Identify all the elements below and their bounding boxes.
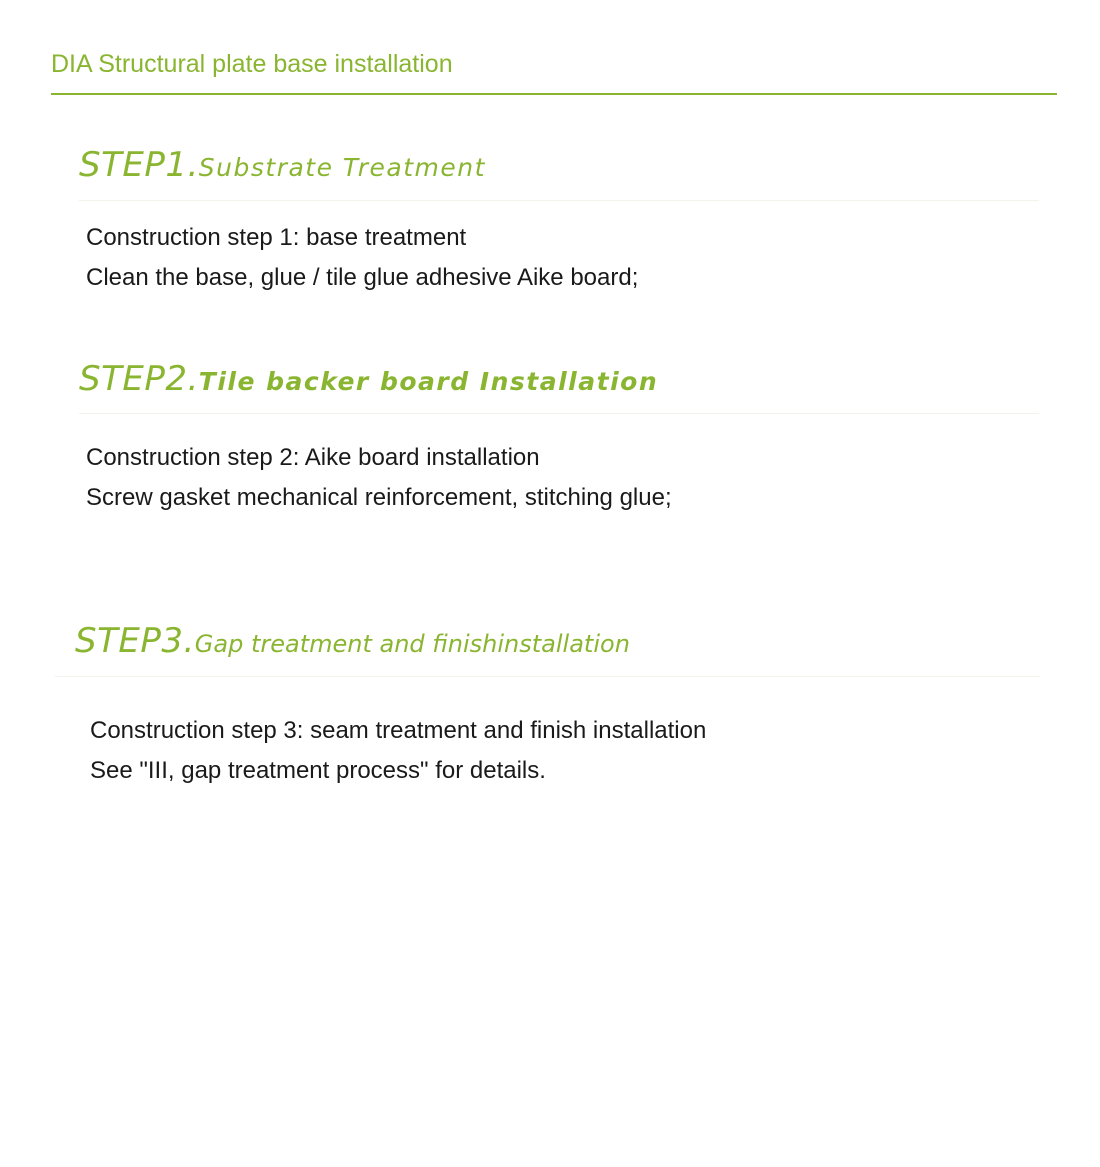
step-1-line-2: Clean the base, glue / tile glue adhesive Aike board; — [86, 264, 639, 291]
step-2-line-1: Construction step 2: Aike board installation — [86, 444, 540, 471]
step-3-body — [90, 711, 706, 791]
step-1-name: Substrate Treatment — [198, 153, 486, 182]
step-1-body — [86, 218, 638, 298]
step-3-line-1: Construction step 3: seam treatment and finish installation — [90, 717, 707, 744]
page-title: DIA Structural plate base installation — [51, 50, 453, 78]
step-2-body — [86, 438, 672, 518]
step-2-number: STEP2. — [79, 359, 199, 399]
step-3-heading-rule — [55, 676, 1040, 677]
step-3-name: Gap treatment and finishinstallation — [194, 630, 630, 658]
step-1-number: STEP1. — [79, 145, 199, 185]
step-2-heading-rule — [79, 413, 1039, 414]
step-3-heading — [75, 621, 630, 661]
page-header — [51, 46, 1057, 95]
step-2-heading — [79, 359, 659, 399]
step-2-name: Tile backer board Installation — [198, 367, 659, 396]
step-3-line-2: See "III, gap treatment process" for details. — [90, 757, 546, 784]
step-1-heading-rule — [79, 200, 1039, 201]
step-3-number: STEP3. — [75, 621, 195, 661]
step-2-line-2: Screw gasket mechanical reinforcement, stitching glue; — [86, 484, 672, 511]
step-1-heading — [79, 145, 486, 185]
step-1-line-1: Construction step 1: base treatment — [86, 224, 467, 251]
